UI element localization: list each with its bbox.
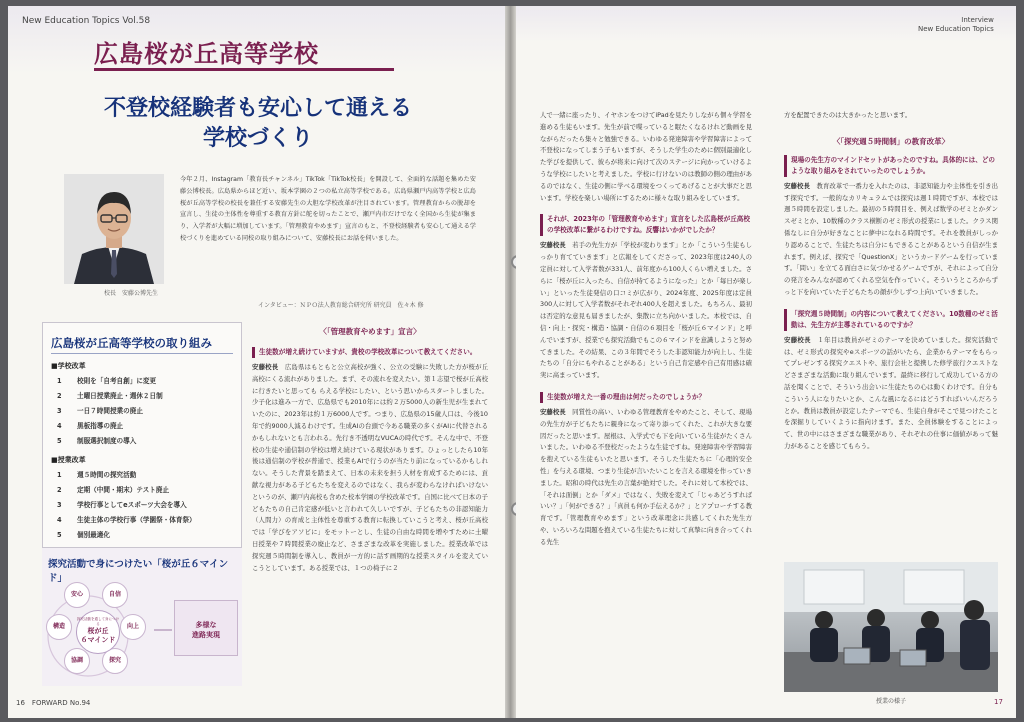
answer-text: １年目は教員がゼミのテーマを決めていました。探究活動では、ゼミ形式の探究やeスポーツの話がいたら、企業からテーマをもらってプレゼンする探究クエストや、旅行会社と提携した修学旅行クエストなどさまざまな活動に取り組んでいます。最終に移行して成功している方の話を聞くことで、そういう出会いに生徒たちの心は動くわけです。自分もこういう人になりたいとか、こんな風になるにはどうすればいいんだろうとか。教員は教員が設定したテーマでも、生徒自身がそこで見つけたことを深掘りしていくように指向けます。また、全員体験をすることによって、世の中にはさまざまな職業があり、それぞれの仕事に価値があって魅力があることを感じてもらう。 <box>784 335 999 450</box>
node-kozo: 構造 <box>46 614 72 640</box>
node-jishin: 自信 <box>102 582 128 608</box>
title-underline <box>94 68 394 71</box>
school-title: 広島桜が丘高等学校 <box>94 40 319 68</box>
continued-paragraph: 方を配置できたのは大きかったと思います。 <box>784 111 912 119</box>
answer-text: 教育改革で一番力を入れたのは、非認知能力や主体性を引き出す探究です。一般的なカリキュラムでは探究は週１時間ですが、本校では週５時間を設定しました。最初の５時間目を、例えば数学のゼミとかダンスゼミとか、10数種のクラス横断のゼミ形式の授業にしました。クラス関係なしに自分が好きなことに夢中になれる時間です。それを教員がしっかり認めることで、生徒たちは自分にもできることがあるという自信が生まれます。例えば、探究で「QuestionX」というカードゲームを行っています。「問い」を立てる面白さに気づかせるゲームですが、それによって自分の発言をみんなが認めてくれる空気を作っていく。そういうところからずっと下を向いていた子どもたちの顔が少しずつ上向いていきました。 <box>784 181 999 296</box>
answer-4 <box>784 181 998 299</box>
divider <box>51 353 233 354</box>
page-number: 17 <box>994 698 1003 706</box>
list-item: 5 制服選択制度の導入 <box>57 437 137 445</box>
list-item: 5 個別最適化 <box>57 531 110 539</box>
answer-1 <box>252 362 488 574</box>
header-series: New Education Topics <box>918 25 994 33</box>
initiatives-title: 広島桜が丘高等学校の取り組み <box>51 336 212 350</box>
list-item: 1 週５時間の探究活動 <box>57 471 137 479</box>
answer-2 <box>540 240 752 382</box>
question-4: 現場の先生方のマインドセットがあったのですね。具体的には、どのような取り組みをされていったのでしょうか。 <box>784 155 998 177</box>
photo-caption: 校長 安藤公博先生 <box>104 290 159 297</box>
speaker: 安藤校長 <box>540 241 566 250</box>
question-3: 生徒数が増えた一番の理由は何だったのでしょうか？ <box>540 392 752 403</box>
question-1: 生徒数が増え続けていますが、貴校の学校改革について教えてください。 <box>252 347 488 358</box>
center-node <box>76 610 120 654</box>
speaker: 安藤校長 <box>252 363 279 371</box>
class-reform-heading: ■授業改革 <box>51 456 86 464</box>
binding-gutter <box>505 6 516 718</box>
list-item: 4 黒板指導の廃止 <box>57 422 124 430</box>
list-item: 2 定期（中間・期末）テスト廃止 <box>57 486 170 494</box>
answer-text: 同質性の高い、いわゆる管理教育をやめたこと、そして、現場の先生方が子どもたちに親身になって寄り添ってくれた、これが大きな要因だったと思います。屋根は、入学式でも下を向いている生徒がたくさんいました。いわゆる不登校だったような生徒ですね。発達障害や学習障害を抱えている生徒もいたと思います。そうした生徒たちに「心理的安全性」を与える環境、つまり生徒が言いたいことを言える環境を作っていきました。昭和の時代は先生の言葉が絶対でした。それに対して本校では、「それは面倒」とか「ダメ」ではなく、失敗を変えて「じゃあどうすればいい？」「何ができる？」「真員も何か手伝えるか？」とアプローチする教育です。「管理教育やめます」という改革理念に共感してくれた先生方や、いろいろな問題を抱えている生徒たちに対して真摯に向き合ってくれる先生 <box>540 407 753 546</box>
right-header <box>918 16 994 34</box>
list-item: 4 生徒主体の学校行事（学園祭・体育祭） <box>57 516 196 524</box>
center-node-caption: 探究活動を通して身につける <box>77 617 119 626</box>
answer-3 <box>540 407 752 549</box>
right-column-1 <box>540 110 752 549</box>
list-item: 3 学校行事としてeスポーツ大会を導入 <box>57 501 187 509</box>
headline-line-1: 不登校経験者も安心して通える <box>103 96 412 121</box>
byline: インタビュー：ＮＰＯ法人教育総合研究所 研究員 佐々木 修 <box>258 302 424 309</box>
right-column-2 <box>784 110 998 453</box>
question-5: 「探究週５時間制」の内容について教えてください。10数種のゼミ活動は、先生方が主導されているのですか？ <box>784 309 998 331</box>
list-item: 3 一日７時間授業の廃止 <box>57 407 143 415</box>
continued-paragraph: 人で一緒に座ったり、イヤホンをつけてiPadを見たりしながら個々学習を進める生徒もいます。先生が前で喋っていると眠たくなるけれど動画を見ながらだったら集々と勉強できる。いわゆる発達障害や学習障害によって不登校になってしまう子もいますが、そうした学生のために個別最適化した学びを提供して、彼らが将来に向けて次のステージに向かっていけるような学校にしたいと考えました。学校に行けないのは教師の側の理由があるのではなく、生徒の側に学べる環境をつくってあげることが大事だと思います。学校を楽しい場所にするために様々な取り組みをしています。 <box>540 111 752 202</box>
article-headline <box>48 94 468 154</box>
node-tankyu: 探究 <box>102 648 128 674</box>
section-heading: 〈「管理教育やめます」宣言〉 <box>319 327 421 336</box>
class-reform-list <box>57 469 239 544</box>
magazine-name: FORWARD No.94 <box>31 699 91 707</box>
headline-line-2: 学校づくり <box>202 126 313 151</box>
section-heading: 〈「探究週５時間制」の教育改革〉 <box>832 136 950 146</box>
diagram-title: 探究活動で身につけたい「桜が丘６マインド」 <box>48 559 229 584</box>
page-footer-left <box>16 698 90 708</box>
speaker: 安藤校長 <box>784 181 810 190</box>
speaker: 安藤校長 <box>540 407 566 416</box>
classroom-scene-icon <box>784 562 998 692</box>
node-kyocho: 協調 <box>64 648 90 674</box>
node-kojo: 向上 <box>120 614 146 640</box>
question-2: それが、2023年の「管理教育やめます」宣言をした広島桜が丘高校の学校改革に繋がるわけですね。反響はいかがでしたか？ <box>540 214 752 236</box>
result-label: 多様な 進路実現 <box>192 621 220 639</box>
series-label: New Education Topics Vol.58 <box>22 16 151 26</box>
right-page <box>516 6 1016 718</box>
answer-text: 若手の先生方が「学校が変わります」とか「こういう生徒もしっかり育てていきます」と広報をしてくださって、2023年度は240人の定員に対して入学者数が331人、前年度から100人くらい増えました。さらに「桜が丘に入ったら、自信が持てるようになった」とか「毎日が楽しい」といった生徒発信の口コミが広がり、2024年度、2025年度は定員300人に対して入学者数がそれぞれ400人を超えました。もちろん、最初は否定的な意見も届きましたが、集散に立ち向かいました。本校では、自信・向上・探究・構造・協調・自信の６項目を「桜が丘６マインド」と呼んでいますが、授業でも探究活動でもこの６マインドを意識しようと努めてきました。その結果、この３年間でそうした非認知能力が向上し、生徒たちの「自分にもやれることがある」という自己肯定感や自己有用感は確実に高まっています。 <box>540 241 753 380</box>
speaker: 安藤校長 <box>784 335 811 344</box>
principal-photo <box>64 174 164 284</box>
classroom-photo <box>784 562 998 692</box>
left-page <box>8 6 505 718</box>
six-mind-diagram <box>42 548 242 686</box>
header-label: Interview <box>961 16 994 24</box>
school-reform-list <box>57 375 235 450</box>
node-anshin: 安心 <box>64 582 90 608</box>
list-item: 1 校則を「自考自創」に変更 <box>57 377 157 385</box>
answer-text: 広島県はもともと公立高校が強く、公立の受験に失敗した方が桜が丘高校にくる流れがありました。まず、その流れを変えたい。第１志望で桜が丘高校に行きたいと思っても らえる学校にしたい、という思いからスタートしました。少子化は進み一方で、広島県でも2010年には約２万5000人の新生児が生まれていたのに、2023年は約１万6000人です。つまり、広島県の15歳人口は、今後10年で約9000人減るわけです。生成AIの台頭で今ある職業の多くがAIに代替されるかもしれないとも言われる。先行き不透明なVUCAの時代です。そんな中で、不登校の生徒や通信制の学校は増え続けている現状があります。ひょっとしたら10年後は通信制の学校が普通で、授業もAIで行うのが当たり前になっているかもしれない。そうした背景を踏まえて、日本の未来を担う人材を育成するためには、貢献な視力がある子どもたちを変えるのではなく、我らが変わらなければいけないというのが、瀬戸内高校も含めた校本学園の学校改革です。自国に比べて日本の子どもたちの自己肯定感が低いと言われて久しいですが、子どもたちの非認知能力（人間力）の育成と主体性を尊重する教育に転換していこうと考え、桜が丘高校では「学びをアソビに」をモットーとし、生徒の自由な時間を増やすために土曜日授業や７時間授業の廃止など、さまざまな改革を実施しました。授業改革では探究週５時間制を導入し、教員が一方的に話す画期的な授業スタイルを変えていこうとしています。ある授業では、１つの椅子に２ <box>252 363 489 572</box>
principal-portrait-icon <box>64 174 164 284</box>
intro-paragraph: 今年２月、Instagram「教育長チャンネル」TikTok「TikTok校長」を開設して、全面的な話題を集めた安藤公博校長。広島県からほど近い、坂本学園の２つの私立高等学校である。広島県瀬戸内高等学校と広島桜が丘高等学校の校長を兼任する安藤先生の大胆な学校改革が注目されています。管理教育からの脱却を宣言し、生徒の主体性を尊重する教育方針に舵を切ったことで、瀬戸内市だけでなく全国から生徒が集まり、入学者が大幅に増加しています。「管理教育やめます」宣言のもと、不登校経験者も安心して通える学校づくりを進めている同校の取り組みについて、安藤校長にお話を伺いました。 <box>180 176 476 242</box>
page-number: 16 <box>16 699 25 707</box>
list-item: 2 土曜日授業廃止・週休２日制 <box>57 392 163 400</box>
answer-5 <box>784 335 998 453</box>
school-reform-heading: ■学校改革 <box>51 362 86 370</box>
initiatives-box <box>42 322 242 548</box>
center-node-label: 桜が丘 ６マインド <box>80 627 116 644</box>
left-body-column <box>252 326 488 574</box>
photo-caption: 授業の様子 <box>876 698 907 705</box>
